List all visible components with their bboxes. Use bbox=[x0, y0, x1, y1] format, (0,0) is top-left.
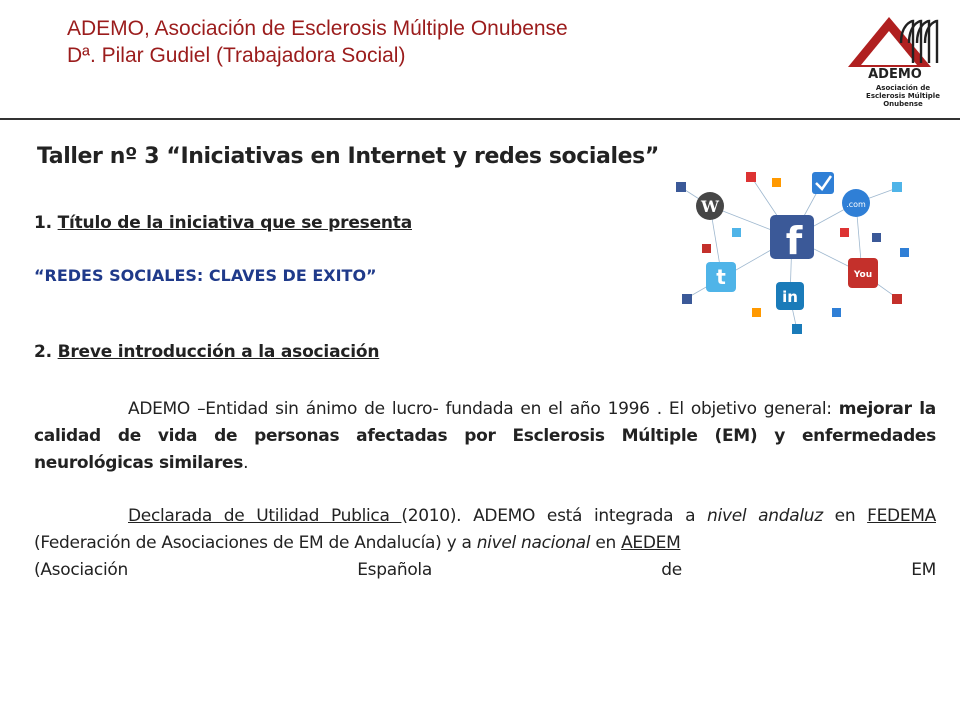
aedem-link: AEDEM bbox=[621, 533, 681, 553]
objective-text: mejorar la calidad de vida de personas afectadas por Esclerosis Múltiple (EM) y enfermedades neurológicas similares bbox=[34, 399, 936, 473]
initiative-title: “REDES SOCIALES: CLAVES DE EXITO” bbox=[34, 266, 377, 285]
svg-text:t: t bbox=[716, 265, 726, 289]
twitter-icon bbox=[706, 262, 736, 292]
dotcom-icon bbox=[842, 189, 870, 217]
section-1-title: Título de la iniciativa que se presenta bbox=[57, 213, 412, 233]
wordpress-icon bbox=[696, 192, 724, 220]
intro-paragraph: ADEMO –Entidad sin ánimo de lucro- fundada en el año 1996 . El objetivo general: mejorar la calidad de vida de personas afectadas por Esclerosis Múltiple (EM) y enfermedades neurológicas similares. bbox=[34, 399, 936, 473]
svg-text:Asociación de: Asociación de bbox=[875, 84, 931, 92]
svg-text:W: W bbox=[701, 197, 719, 216]
fedema-link: FEDEMA bbox=[867, 506, 936, 526]
social-network-graphic bbox=[672, 158, 912, 336]
svg-text:ADEMO: ADEMO bbox=[868, 67, 922, 82]
affiliation-paragraph: Declarada de Utilidad Publica (2010). ADEMO está integrada a nivel andaluz en FEDEMA (Federación de Asociaciones de EM de Andalucía) y a nivel nacional en AEDEM (Asociación Española de EM bbox=[34, 506, 936, 580]
page-title: Taller nº 3 “Iniciativas en Internet y redes sociales” bbox=[37, 144, 659, 169]
section-1-number: 1. bbox=[34, 213, 58, 233]
header-org-name: ADEMO, Asociación de Esclerosis Múltiple Onubense bbox=[67, 17, 568, 40]
youtube-icon bbox=[848, 258, 878, 288]
svg-text:Esclerosis Múltiple: Esclerosis Múltiple bbox=[866, 92, 940, 100]
section-2-title: Breve introducción a la asociación bbox=[57, 342, 380, 362]
section-1-heading bbox=[34, 213, 412, 233]
header-divider bbox=[0, 118, 960, 120]
section-2-heading bbox=[34, 342, 379, 362]
ademo-logo bbox=[845, 13, 945, 109]
svg-text:in: in bbox=[782, 288, 798, 306]
svg-text:Onubense: Onubense bbox=[883, 100, 923, 108]
linkedin-icon bbox=[776, 282, 804, 310]
section-2-number: 2. bbox=[34, 342, 58, 362]
checkmark-icon bbox=[812, 172, 834, 194]
facebook-icon bbox=[770, 215, 814, 263]
utility-declaration: Declarada de Utilidad Publica bbox=[128, 506, 402, 526]
svg-text:.com: .com bbox=[846, 200, 866, 209]
svg-text:You: You bbox=[853, 270, 873, 280]
header-author: Dª. Pilar Gudiel (Trabajadora Social) bbox=[67, 44, 406, 67]
svg-text:f: f bbox=[785, 219, 803, 263]
